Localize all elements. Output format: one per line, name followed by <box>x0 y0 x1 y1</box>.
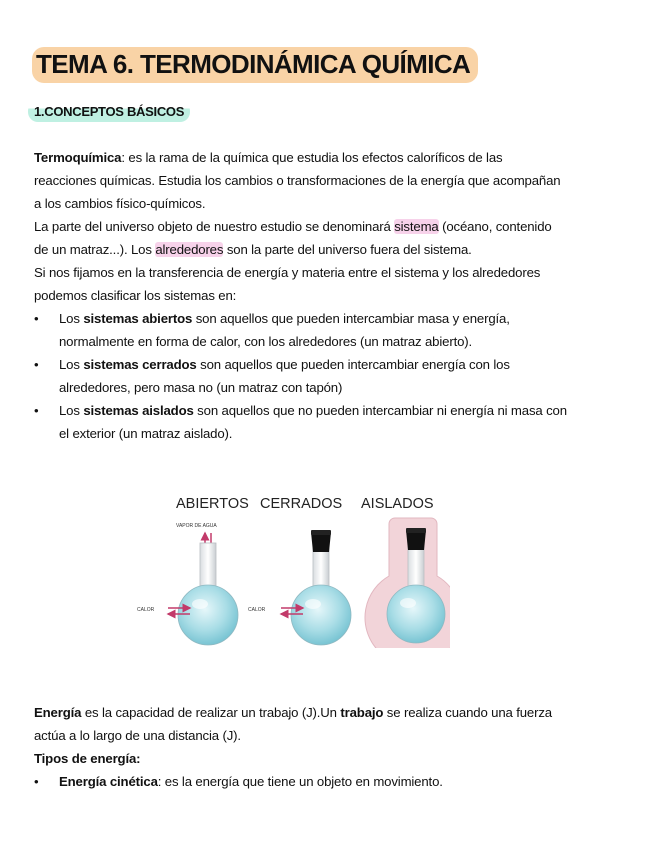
list-item <box>34 770 626 793</box>
text-span: es la capacidad de realizar un trabajo (J).Un <box>81 705 341 720</box>
list-item <box>34 399 626 445</box>
label-closed: CERRADOS <box>260 496 343 512</box>
systems-list <box>34 307 626 445</box>
paragraph-line <box>34 238 626 261</box>
paragraph-line <box>34 146 626 169</box>
text-span: (océano, contenido <box>438 219 552 234</box>
paragraph-line: Si nos fijamos en la transferencia de energía y materia entre el sistema y los alrededores <box>34 265 541 280</box>
paragraph-line: podemos clasificar los sistemas en: <box>34 288 237 303</box>
heat-label: CALOR <box>137 607 155 613</box>
term-alrededores: alrededores <box>155 242 224 257</box>
text-span: Los <box>59 357 84 372</box>
paragraph-line <box>34 701 626 724</box>
list-item-line: el exterior (un matraz aislado). <box>59 426 233 441</box>
bullet-icon: • <box>34 357 39 372</box>
text-span: son aquellos que pueden intercambiar masa y energía, <box>192 311 510 326</box>
text-span: Tipos de energía: <box>34 751 141 766</box>
paragraph-line <box>34 215 626 238</box>
heat-label: CALOR <box>248 607 266 613</box>
list-item <box>34 353 626 399</box>
thermodynamic-systems-figure <box>130 488 450 648</box>
text-span: Los <box>59 403 84 418</box>
vapor-label: VAPOR DE AGUA <box>176 523 217 529</box>
term-bold: sistemas cerrados <box>83 357 197 372</box>
paragraph-line: actúa a lo largo de una distancia (J). <box>34 728 241 743</box>
label-isolated: AISLADOS <box>361 496 434 512</box>
list-item-line: normalmente en forma de calor, con los alrededores (un matraz abierto). <box>59 334 473 349</box>
bullet-icon: • <box>34 774 39 789</box>
body-text-bottom <box>34 701 626 793</box>
text-span: Los <box>59 311 84 326</box>
text-span: de un matraz...). Los <box>34 242 156 257</box>
bullet-icon: • <box>34 311 39 326</box>
term-termoquimica: Termoquímica <box>34 150 122 165</box>
subheading-types <box>34 747 626 770</box>
term-bold: sistemas aislados <box>83 403 194 418</box>
term-energia: Energía <box>34 705 82 720</box>
term-trabajo: trabajo <box>340 705 384 720</box>
list-item <box>34 307 626 353</box>
paragraph-line: reacciones químicas. Estudia los cambios o transformaciones de la energía que acompañan <box>34 173 561 188</box>
open-flask-icon <box>137 523 238 645</box>
section-heading: 1.CONCEPTOS BÁSICOS <box>28 101 190 122</box>
text-span: son la parte del universo fuera del sistema. <box>223 242 472 257</box>
term-bold: sistemas abiertos <box>83 311 193 326</box>
text-span: : es la energía que tiene un objeto en movimiento. <box>157 774 443 789</box>
energy-list <box>34 770 626 793</box>
bullet-icon: • <box>34 403 39 418</box>
list-item-line <box>59 353 626 376</box>
term-sistema: sistema <box>394 219 439 234</box>
body-text-top <box>34 146 626 445</box>
list-item-line <box>59 307 626 330</box>
term-bold: Energía cinética <box>59 774 158 789</box>
list-item-line <box>59 770 626 793</box>
list-item-line <box>59 399 626 422</box>
closed-flask-icon <box>248 530 351 645</box>
page-title: TEMA 6. TERMODINÁMICA QUÍMICA <box>32 47 478 83</box>
text-span: La parte del universo objeto de nuestro estudio se denominará <box>34 219 395 234</box>
isolated-flask-icon <box>365 518 450 648</box>
text-span: : es la rama de la química que estudia los efectos caloríficos de las <box>121 150 503 165</box>
label-open: ABIERTOS <box>176 496 249 512</box>
text-span: son aquellos que no pueden intercambiar ni energía ni masa con <box>193 403 567 418</box>
text-span: se realiza cuando una fuerza <box>383 705 552 720</box>
text-span: son aquellos que pueden intercambiar energía con los <box>196 357 510 372</box>
list-item-line: alrededores, pero masa no (un matraz con tapón) <box>59 380 343 395</box>
paragraph-line: a los cambios físico-químicos. <box>34 196 206 211</box>
